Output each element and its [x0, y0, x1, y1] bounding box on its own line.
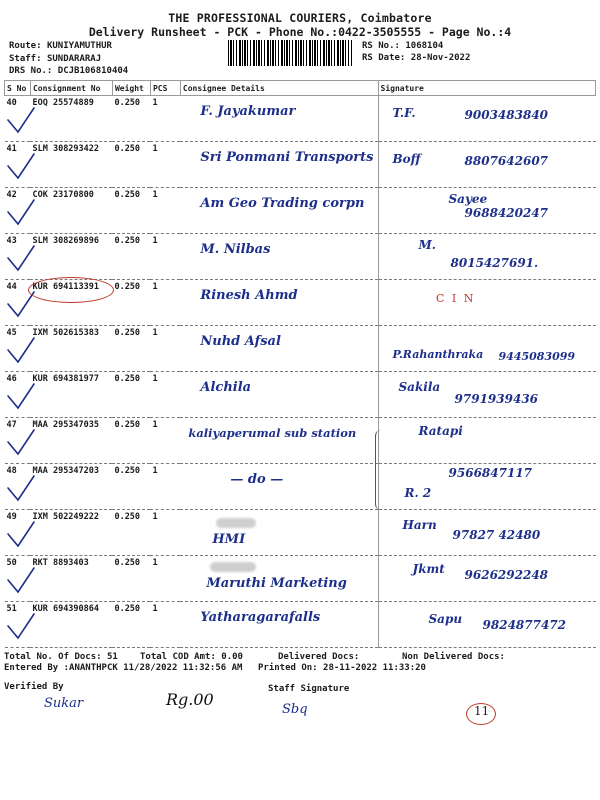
consignee-name: Yatharagarafalls: [200, 610, 321, 625]
rs-no-line: RS No.: 1068104: [362, 41, 444, 51]
row-sno: 40: [5, 96, 31, 142]
row-consignment: KUR 694390864: [30, 602, 112, 648]
total-docs: Total No. Of Docs: 51: [4, 652, 118, 662]
row-sno: 41: [5, 142, 31, 188]
signature: Sayee: [448, 192, 488, 206]
row-sno: 50: [5, 556, 31, 602]
route-value: KUNIYAMUTHUR: [46, 41, 112, 51]
verifier-note: Rg.00: [166, 690, 214, 709]
row-consignment: COK 23170800: [30, 188, 112, 234]
printed-on: Printed On: 28-11-2022 11:33:20: [258, 663, 426, 673]
row-consignment: SLM 308269896: [30, 234, 112, 280]
tick-mark: [8, 568, 34, 592]
tick-mark: [8, 200, 34, 224]
row-weight: 0.250: [112, 280, 150, 326]
signature-phone: 9824877472: [482, 618, 567, 632]
signature-bracket: [375, 430, 388, 510]
row-pcs: 1: [150, 602, 180, 648]
company-title: THE PROFESSIONAL COURIERS, Coimbatore: [168, 11, 432, 25]
consignee-name: HMI: [212, 532, 246, 547]
tick-mark: [8, 108, 34, 132]
consignee-name: Maruthi Marketing: [206, 576, 347, 591]
row-weight: 0.250: [112, 418, 150, 464]
signature-phone: 9003483840: [464, 108, 549, 122]
signature: Ratapi: [418, 424, 463, 438]
consignee-name: kaliyaperumal sub station: [188, 426, 357, 440]
signature: P.Rahanthraka: [392, 348, 484, 361]
row-pcs: 1: [150, 326, 180, 372]
page-note: 11: [474, 704, 490, 718]
signature: T.F.: [392, 106, 416, 120]
tick-mark: [8, 614, 34, 638]
col-consignee: Consignee Details: [180, 81, 378, 96]
col-signature: Signature: [378, 81, 595, 96]
entered-by: Entered By :ANANTHPCK 11/28/2022 11:32:56 AM: [4, 663, 243, 673]
tick-mark: [8, 246, 34, 270]
runsheet-title: Delivery Runsheet - PCK - Phone No.:0422-3505555 - Page No.:4: [88, 25, 512, 39]
consignee-name: Am Geo Trading corpn: [200, 196, 365, 211]
signature-phone: 9626292248: [464, 568, 549, 582]
signature: Harn: [402, 518, 437, 532]
consignee-name: M. Nilbas: [200, 242, 271, 257]
row-sno: 42: [5, 188, 31, 234]
staff-signature-label: Staff Signature: [268, 684, 350, 694]
row-consignment: RKT 8893403: [30, 556, 112, 602]
col-weight: Weight: [112, 81, 150, 96]
row-consignment: MAA 295347035: [30, 418, 112, 464]
tick-mark: [8, 384, 34, 408]
consignee-name: Alchila: [200, 380, 252, 395]
tick-mark: [8, 522, 34, 546]
row-pcs: 1: [150, 556, 180, 602]
signature: Jkmt: [412, 562, 445, 576]
row-weight: 0.250: [112, 234, 150, 280]
row-weight: 0.250: [112, 602, 150, 648]
route-line: Route: KUNIYAMUTHUR: [9, 41, 112, 51]
row-pcs: 1: [150, 464, 180, 510]
row-pcs: 1: [150, 372, 180, 418]
verifier-signature: Sukar: [44, 696, 84, 711]
row-weight: 0.250: [112, 142, 150, 188]
rs-no-value: 1068104: [405, 41, 444, 51]
non-delivered-docs: Non Delivered Docs:: [402, 652, 505, 662]
consignee-name: Rinesh Ahmd: [200, 288, 298, 303]
row-sno: 48: [5, 464, 31, 510]
row-consignment: IXM 502249222: [30, 510, 112, 556]
signature-phone: 8807642607: [464, 154, 549, 168]
signature: Boff: [392, 152, 421, 166]
drs-value: DCJB106810404: [57, 66, 129, 76]
red-circle-annotation: [28, 277, 114, 303]
row-weight: 0.250: [112, 326, 150, 372]
signature-phone: 97827 42480: [452, 528, 541, 542]
row-pcs: 1: [150, 234, 180, 280]
row-consignment: KUR 694113391: [30, 280, 112, 326]
signature-phone: 9791939436: [454, 392, 539, 406]
tick-mark: [8, 338, 34, 362]
row-weight: 0.250: [112, 188, 150, 234]
signature-phone: 8015427691.: [450, 256, 539, 270]
row-sno: 49: [5, 510, 31, 556]
tick-mark: [8, 292, 34, 316]
row-consignment: EOQ 25574889: [30, 96, 112, 142]
signature: R. 2: [404, 486, 432, 500]
cin-note: C I N: [436, 292, 476, 305]
drs-line: DRS No.: DCJB106810404: [9, 66, 129, 76]
row-weight: 0.250: [112, 96, 150, 142]
signature: Sapu: [428, 612, 463, 626]
consignee-name: Nuhd Afsal: [200, 334, 281, 349]
row-weight: 0.250: [112, 510, 150, 556]
signature-phone: 9445083099: [498, 350, 576, 363]
row-pcs: 1: [150, 142, 180, 188]
signature: M.: [418, 238, 436, 252]
staff-signature: Sbq: [282, 702, 308, 717]
tick-mark: [8, 154, 34, 178]
row-pcs: 1: [150, 96, 180, 142]
consignee-name: Sri Ponmani Transports: [200, 150, 374, 165]
signature: Sakila: [398, 380, 441, 394]
row-sno: 47: [5, 418, 31, 464]
row-sno: 44: [5, 280, 31, 326]
row-consignment: IXM 502615383: [30, 326, 112, 372]
row-pcs: 1: [150, 418, 180, 464]
col-pcs: PCS: [150, 81, 180, 96]
row-sno: 45: [5, 326, 31, 372]
consignee-name: — do —: [230, 472, 284, 487]
tick-mark: [8, 476, 34, 500]
row-weight: 0.250: [112, 372, 150, 418]
row-pcs: 1: [150, 510, 180, 556]
row-sno: 43: [5, 234, 31, 280]
staff-value: SUNDARARAJ: [46, 54, 102, 64]
row-consignment: SLM 308293422: [30, 142, 112, 188]
row-sno: 51: [5, 602, 31, 648]
verified-by-label: Verified By: [4, 682, 64, 692]
row-sno: 46: [5, 372, 31, 418]
row-pcs: 1: [150, 188, 180, 234]
row-consignment: MAA 295347203: [30, 464, 112, 510]
row-weight: 0.250: [112, 464, 150, 510]
rs-date-line: RS Date: 28-Nov-2022: [362, 53, 471, 63]
col-sno: S No: [5, 81, 31, 96]
delivered-docs: Delivered Docs:: [278, 652, 360, 662]
rs-date-value: 28-Nov-2022: [410, 53, 471, 63]
signature-phone: 9566847117: [448, 466, 533, 480]
consignee-name: F. Jayakumar: [200, 104, 296, 119]
row-pcs: 1: [150, 280, 180, 326]
col-consignment: Consignment No: [30, 81, 112, 96]
row-consignment: KUR 694381977: [30, 372, 112, 418]
row-weight: 0.250: [112, 556, 150, 602]
tick-mark: [8, 430, 34, 454]
staff-line: Staff: SUNDARARAJ: [9, 54, 102, 64]
signature-phone: 9688420247: [464, 206, 549, 220]
total-cod: Total COD Amt: 0.00: [140, 652, 243, 662]
